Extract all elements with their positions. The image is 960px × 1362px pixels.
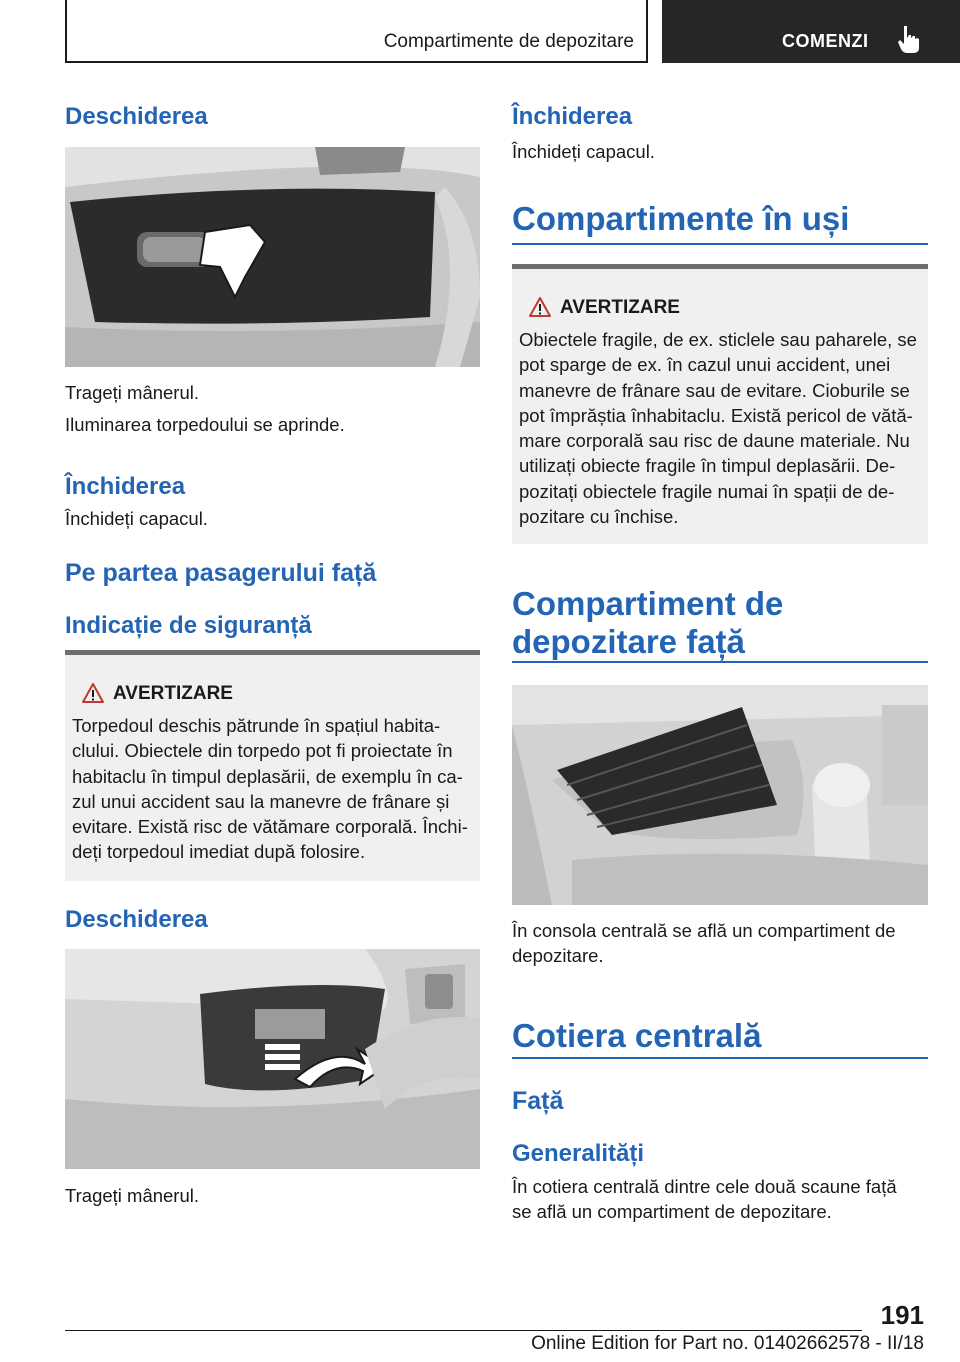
footer-rule bbox=[65, 1330, 862, 1331]
text-line: În consola centrală se află un compartiment de bbox=[512, 920, 896, 941]
warning-title: AVERTIZARE bbox=[113, 683, 233, 704]
warning-line: clului. Obiectele din torpedo pot fi proiectate în bbox=[72, 740, 453, 762]
warning-line: pozitare cu închise. bbox=[519, 506, 679, 528]
heading-opening-1: Deschiderea bbox=[65, 103, 208, 130]
heading-center-armrest: Cotiera centrală bbox=[512, 1017, 762, 1054]
heading-line: Compartiment de bbox=[512, 585, 784, 622]
warning-line: manevre de frânare sau de evitare. Cioburile se bbox=[519, 379, 910, 401]
heading-rule bbox=[512, 243, 928, 245]
warning-line: utilizați obiecte fragile în timpul deplasării. De‐ bbox=[519, 455, 896, 477]
section-title: Compartimente de depozitare bbox=[383, 31, 634, 52]
warning-line: habitaclu în timpul deplasării, de exemplu în ca‐ bbox=[72, 765, 463, 787]
glovebox-open-figure bbox=[65, 147, 480, 367]
heading-passenger-side: Pe partea pasagerului față bbox=[65, 559, 377, 587]
warning-text-doors bbox=[519, 327, 923, 529]
warning-box-glovebox bbox=[65, 650, 480, 881]
hand-pointer-icon bbox=[896, 24, 922, 54]
text-close-lid-2: Închideți capacul. bbox=[512, 141, 655, 162]
text-console-storage bbox=[512, 918, 896, 968]
footer-edition: Online Edition for Part no. 01402662578 - II/18 bbox=[531, 1333, 924, 1354]
text-pull-handle-2: Trageți mânerul. bbox=[65, 1185, 200, 1206]
text-light-on: Iluminarea torpedoului se aprinde. bbox=[65, 414, 345, 435]
warning-line: pozitați obiectele fragile numai în spații de de‐ bbox=[519, 480, 895, 502]
warning-text-glovebox bbox=[72, 713, 475, 865]
text-close-lid-1: Închideți capacul. bbox=[65, 508, 208, 529]
heading-closing-1: Închiderea bbox=[65, 473, 186, 500]
text-armrest-storage bbox=[512, 1174, 897, 1224]
center-console-figure bbox=[512, 685, 928, 905]
text-line: se află un compartiment de depozitare. bbox=[512, 1201, 832, 1222]
warning-line: mare corporală sau risc de daune materiale. Nu bbox=[519, 430, 910, 452]
text-line: În cotiera centrală dintre cele două scaune față bbox=[512, 1176, 897, 1197]
warning-line: pot sparge de ex. în cazul unui accident, unei bbox=[519, 354, 891, 376]
heading-front: Față bbox=[512, 1087, 564, 1115]
heading-line: depozitare față bbox=[512, 623, 745, 660]
warning-line: Torpedoul deschis pătrunde în spațiul habita‐ bbox=[72, 715, 441, 736]
heading-opening-2: Deschiderea bbox=[65, 906, 208, 933]
warning-triangle-icon bbox=[81, 682, 105, 704]
text-pull-handle-1: Trageți mânerul. bbox=[65, 382, 200, 403]
heading-safety-note: Indicație de siguranță bbox=[65, 612, 312, 639]
warning-title: AVERTIZARE bbox=[560, 297, 680, 318]
passenger-glovebox-figure bbox=[65, 949, 480, 1169]
chapter-tab bbox=[662, 0, 960, 63]
warning-line: deți torpedoul imediat după folosire. bbox=[72, 841, 366, 863]
page-number: 191 bbox=[880, 1300, 924, 1330]
heading-rule bbox=[512, 1057, 928, 1059]
warning-triangle-icon bbox=[528, 296, 552, 318]
heading-general: Generalități bbox=[512, 1140, 645, 1167]
header-section-box bbox=[65, 0, 648, 63]
text-line: depozitare. bbox=[512, 945, 604, 966]
heading-rule bbox=[512, 661, 928, 663]
warning-line: evitare. Există risc de vătămare corporală. Închi‐ bbox=[72, 816, 468, 838]
warning-line: Obiectele fragile, de ex. sticlele sau paharele, se bbox=[519, 329, 917, 350]
warning-line: pot împrăștia înhabitaclu. Există pericol de vătă‐ bbox=[519, 404, 913, 426]
heading-front-storage bbox=[512, 585, 783, 661]
chapter-tab-label: COMENZI bbox=[782, 31, 869, 51]
heading-door-compartments: Compartimente în uși bbox=[512, 200, 850, 237]
warning-line: zul unui accident sau la manevre de frânare și bbox=[72, 790, 450, 812]
heading-closing-2: Închiderea bbox=[512, 103, 633, 130]
warning-box-doors bbox=[512, 264, 928, 544]
